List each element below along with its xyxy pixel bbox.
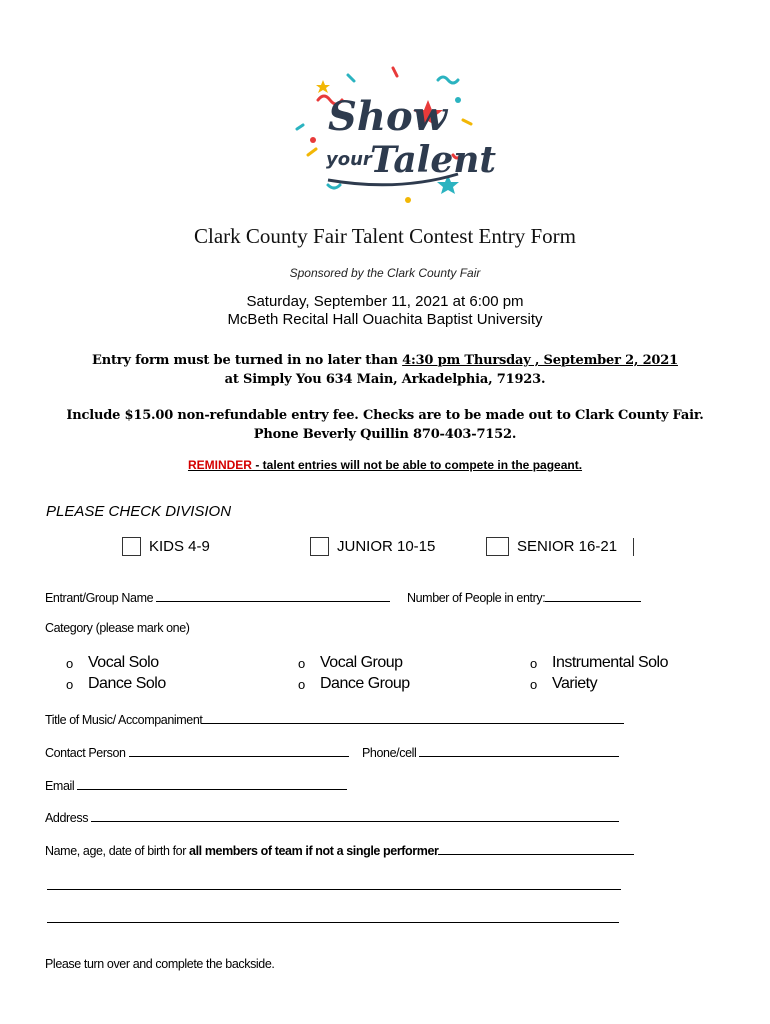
category-option-label: Variety xyxy=(552,675,598,692)
radio-circle-icon[interactable]: o xyxy=(298,655,305,671)
category-option-label: Dance Group xyxy=(320,675,410,692)
category-option-label: Vocal Group xyxy=(320,654,403,671)
division-kids-label: KIDS 4-9 xyxy=(149,538,210,555)
footer-note: Please turn over and complete the backside. xyxy=(45,957,275,971)
reminder-label: REMINDER xyxy=(187,458,252,472)
members-input-line[interactable] xyxy=(47,910,619,923)
category-option-label: Instrumental Solo xyxy=(552,654,669,671)
category-option[interactable] xyxy=(66,654,159,672)
division-junior-checkbox[interactable] xyxy=(310,537,329,556)
radio-circle-icon[interactable]: o xyxy=(66,655,73,671)
phone-contact-line: Phone Beverly Quillin 870-403-7152. xyxy=(253,427,517,442)
category-option[interactable] xyxy=(298,675,410,693)
category-option[interactable] xyxy=(530,675,597,693)
division-heading: PLEASE CHECK DIVISION xyxy=(46,503,232,520)
phone-input-line[interactable] xyxy=(419,744,619,757)
members-label-prefix: Name, age, date of birth for xyxy=(45,844,190,858)
division-kids[interactable] xyxy=(122,537,210,556)
divider xyxy=(633,538,634,556)
deadline-location: at Simply You 634 Main, Arkadelphia, 71923. xyxy=(224,372,546,387)
radio-circle-icon[interactable]: o xyxy=(530,655,537,671)
address-field[interactable] xyxy=(45,809,619,825)
email-input-line[interactable] xyxy=(77,777,347,790)
members-input-line[interactable] xyxy=(438,842,634,855)
music-title-label: Title of Music/ Accompaniment xyxy=(45,713,203,727)
logo-text-show: Show xyxy=(328,93,448,140)
members-field[interactable] xyxy=(45,842,634,858)
email-label: Email xyxy=(45,779,75,793)
email-field[interactable] xyxy=(45,777,347,793)
category-option[interactable] xyxy=(530,654,668,672)
fee-line: Include $15.00 non-refundable entry fee. Checks are to be made out to Clark County Fair. xyxy=(66,408,704,423)
form-title: Clark County Fair Talent Contest Entry Form xyxy=(194,224,576,248)
category-option-label: Vocal Solo xyxy=(88,654,159,671)
event-venue: McBeth Recital Hall Ouachita Baptist University xyxy=(227,311,543,328)
category-label: Category (please mark one) xyxy=(45,621,190,635)
event-date: Saturday, September 11, 2021 at 6:00 pm xyxy=(246,293,524,310)
phone-field[interactable] xyxy=(362,744,619,760)
reminder-note xyxy=(0,458,770,472)
division-kids-checkbox[interactable] xyxy=(122,537,141,556)
division-junior-label: JUNIOR 10-15 xyxy=(337,538,436,555)
entrant-name-label: Entrant/Group Name xyxy=(45,591,154,605)
address-label: Address xyxy=(45,811,89,825)
radio-circle-icon[interactable]: o xyxy=(66,676,73,692)
division-senior-label: SENIOR 16-21 xyxy=(517,538,618,555)
radio-circle-icon[interactable]: o xyxy=(298,676,305,692)
division-senior[interactable] xyxy=(486,537,634,556)
category-option-label: Dance Solo xyxy=(88,675,166,692)
members-input-line[interactable] xyxy=(47,877,621,890)
music-title-field[interactable] xyxy=(45,711,624,727)
members-extra-line-1[interactable] xyxy=(47,877,621,893)
deadline-prefix: Entry form must be turned in no later than xyxy=(92,353,403,368)
radio-circle-icon[interactable]: o xyxy=(530,676,537,692)
phone-label: Phone/cell xyxy=(362,746,417,760)
show-your-talent-logo xyxy=(288,60,497,210)
category-option[interactable] xyxy=(66,675,166,693)
division-junior[interactable] xyxy=(310,537,435,556)
people-count-input-line[interactable] xyxy=(545,589,641,602)
contact-person-input-line[interactable] xyxy=(129,744,349,757)
people-count-label: Number of People in entry: xyxy=(407,591,546,605)
contact-person-label: Contact Person xyxy=(45,746,126,760)
members-extra-line-2[interactable] xyxy=(47,910,619,926)
contact-person-field[interactable] xyxy=(45,744,349,760)
people-count-field[interactable] xyxy=(407,589,641,605)
members-label-bold: all members of team if not a single performer xyxy=(189,844,439,858)
sponsor-line: Sponsored by the Clark County Fair xyxy=(289,266,481,280)
music-title-input-line[interactable] xyxy=(202,711,624,724)
entrant-name-field[interactable] xyxy=(45,589,390,605)
category-option[interactable] xyxy=(298,654,403,672)
deadline-time: 4:30 pm Thursday , September 2, 2021 xyxy=(402,353,678,368)
address-input-line[interactable] xyxy=(91,809,619,822)
division-senior-checkbox[interactable] xyxy=(486,537,509,556)
logo-text-your: your xyxy=(326,149,372,170)
reminder-text: - talent entries will not be able to compete in the pageant. xyxy=(251,458,583,472)
deadline-line xyxy=(0,353,770,368)
entrant-name-input-line[interactable] xyxy=(156,589,390,602)
logo-text-talent: Talent xyxy=(370,139,497,181)
